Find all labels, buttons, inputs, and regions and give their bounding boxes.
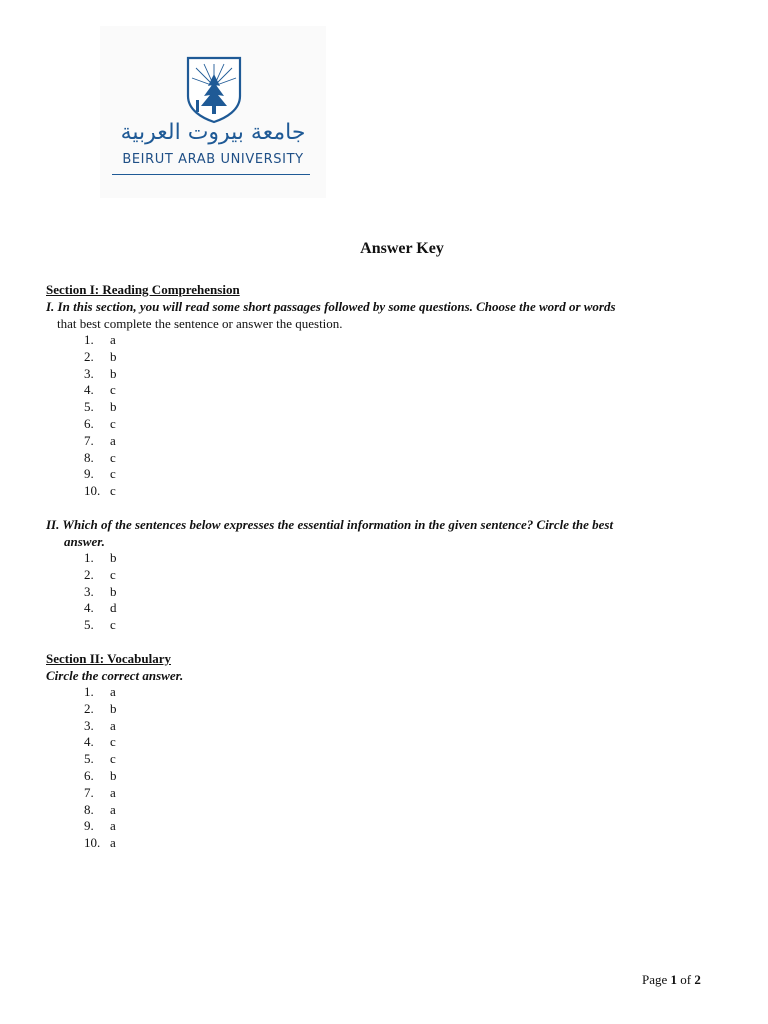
answer-number: 4. (84, 600, 94, 616)
page-current: 1 (670, 972, 678, 987)
answer-number: 2. (84, 566, 94, 582)
answer-letter: a (110, 432, 116, 448)
page-title: Answer Key (360, 240, 444, 257)
answer-item (84, 331, 116, 348)
answer-letter: b (110, 365, 117, 381)
answer-number: 5. (84, 617, 94, 633)
answer-item (84, 482, 116, 499)
answer-letter: c (110, 617, 116, 633)
cedar-shield-icon (184, 56, 244, 124)
answer-item (84, 784, 116, 801)
answer-number: 9. (84, 466, 94, 482)
answer-item (84, 683, 116, 700)
answer-item (84, 750, 116, 767)
answer-letter: a (110, 801, 116, 817)
answer-item (84, 583, 117, 600)
answer-item (84, 549, 117, 566)
page-number (642, 972, 701, 988)
answer-number: 2. (84, 700, 94, 716)
answer-letter: c (110, 734, 116, 750)
answer-number: 2. (84, 348, 94, 364)
answer-number: 1. (84, 550, 94, 565)
page-total: 2 (694, 972, 701, 987)
answer-item (84, 365, 117, 382)
answer-item (84, 733, 116, 750)
answer-item (84, 398, 117, 415)
answer-number: 1. (84, 684, 94, 699)
answer-letter: c (110, 466, 116, 482)
answer-letter: c (110, 751, 116, 767)
answer-number: 8. (84, 801, 94, 817)
answer-number: 3. (84, 717, 94, 733)
answer-number: 4. (84, 734, 94, 750)
answer-number: 6. (84, 416, 94, 431)
page-of-label: of (680, 972, 692, 987)
answer-item (84, 566, 116, 583)
university-logo (100, 26, 326, 198)
answer-item (84, 834, 116, 851)
logo-divider (112, 174, 310, 175)
answer-letter: c (110, 416, 116, 431)
answer-letter: a (110, 717, 116, 733)
answer-item (84, 616, 116, 633)
answer-item (84, 348, 117, 365)
answer-letter: a (110, 835, 116, 851)
answer-item (84, 381, 116, 398)
answer-item (84, 599, 117, 616)
answer-number: 8. (84, 449, 94, 465)
answer-letter: b (110, 583, 117, 599)
section1-part1-instruction-cont: that best complete the sentence or answer the question. (57, 316, 343, 331)
answer-letter: c (110, 382, 116, 398)
section1-part2-instruction: II. Which of the sentences below expresses the essential information in the given sentence? Circle the best (46, 517, 614, 532)
university-name-english: BEIRUT ARAB UNIVERSITY (122, 152, 304, 167)
answer-number: 3. (84, 365, 94, 381)
answer-item (84, 717, 116, 734)
section1-part1-instruction: I. In this section, you will read some short passages followed by some questions. Choose the word or words (46, 299, 616, 314)
section1-heading: Section I: Reading Comprehension (46, 282, 240, 297)
answer-number: 4. (84, 382, 94, 398)
answer-number: 1. (84, 332, 94, 347)
answer-letter: b (110, 700, 117, 716)
answer-letter: b (110, 768, 117, 783)
answer-item (84, 801, 116, 818)
page-label: Page (642, 972, 668, 987)
university-name-arabic: جامعة بيروت العربية (120, 120, 306, 145)
answer-number: 7. (84, 432, 94, 448)
answer-item (84, 767, 117, 784)
answer-letter: c (110, 566, 116, 582)
answer-letter: a (110, 684, 116, 699)
answer-letter: b (110, 399, 117, 415)
answer-number: 6. (84, 768, 94, 783)
answer-item (84, 817, 116, 834)
answer-item (84, 700, 117, 717)
answer-number: 5. (84, 751, 94, 767)
answer-letter: b (110, 348, 117, 364)
answer-letter: a (110, 332, 116, 347)
answer-letter: b (110, 550, 117, 565)
section1-part2-instruction-cont: answer. (64, 534, 105, 549)
answer-number: 10. (84, 483, 101, 499)
answer-number: 9. (84, 818, 94, 834)
answer-item (84, 449, 116, 466)
section2-heading: Section II: Vocabulary (46, 651, 171, 666)
answer-item (84, 432, 116, 449)
answer-number: 5. (84, 399, 94, 415)
answer-letter: a (110, 784, 116, 800)
answer-letter: c (110, 449, 116, 465)
section2-instruction: Circle the correct answer. (46, 668, 184, 683)
answer-item (84, 415, 116, 432)
answer-item (84, 465, 116, 482)
answer-number: 10. (84, 835, 101, 851)
answer-letter: a (110, 818, 116, 834)
answer-letter: c (110, 483, 116, 499)
answer-number: 7. (84, 784, 94, 800)
answer-letter: d (110, 600, 117, 616)
answer-number: 3. (84, 583, 94, 599)
